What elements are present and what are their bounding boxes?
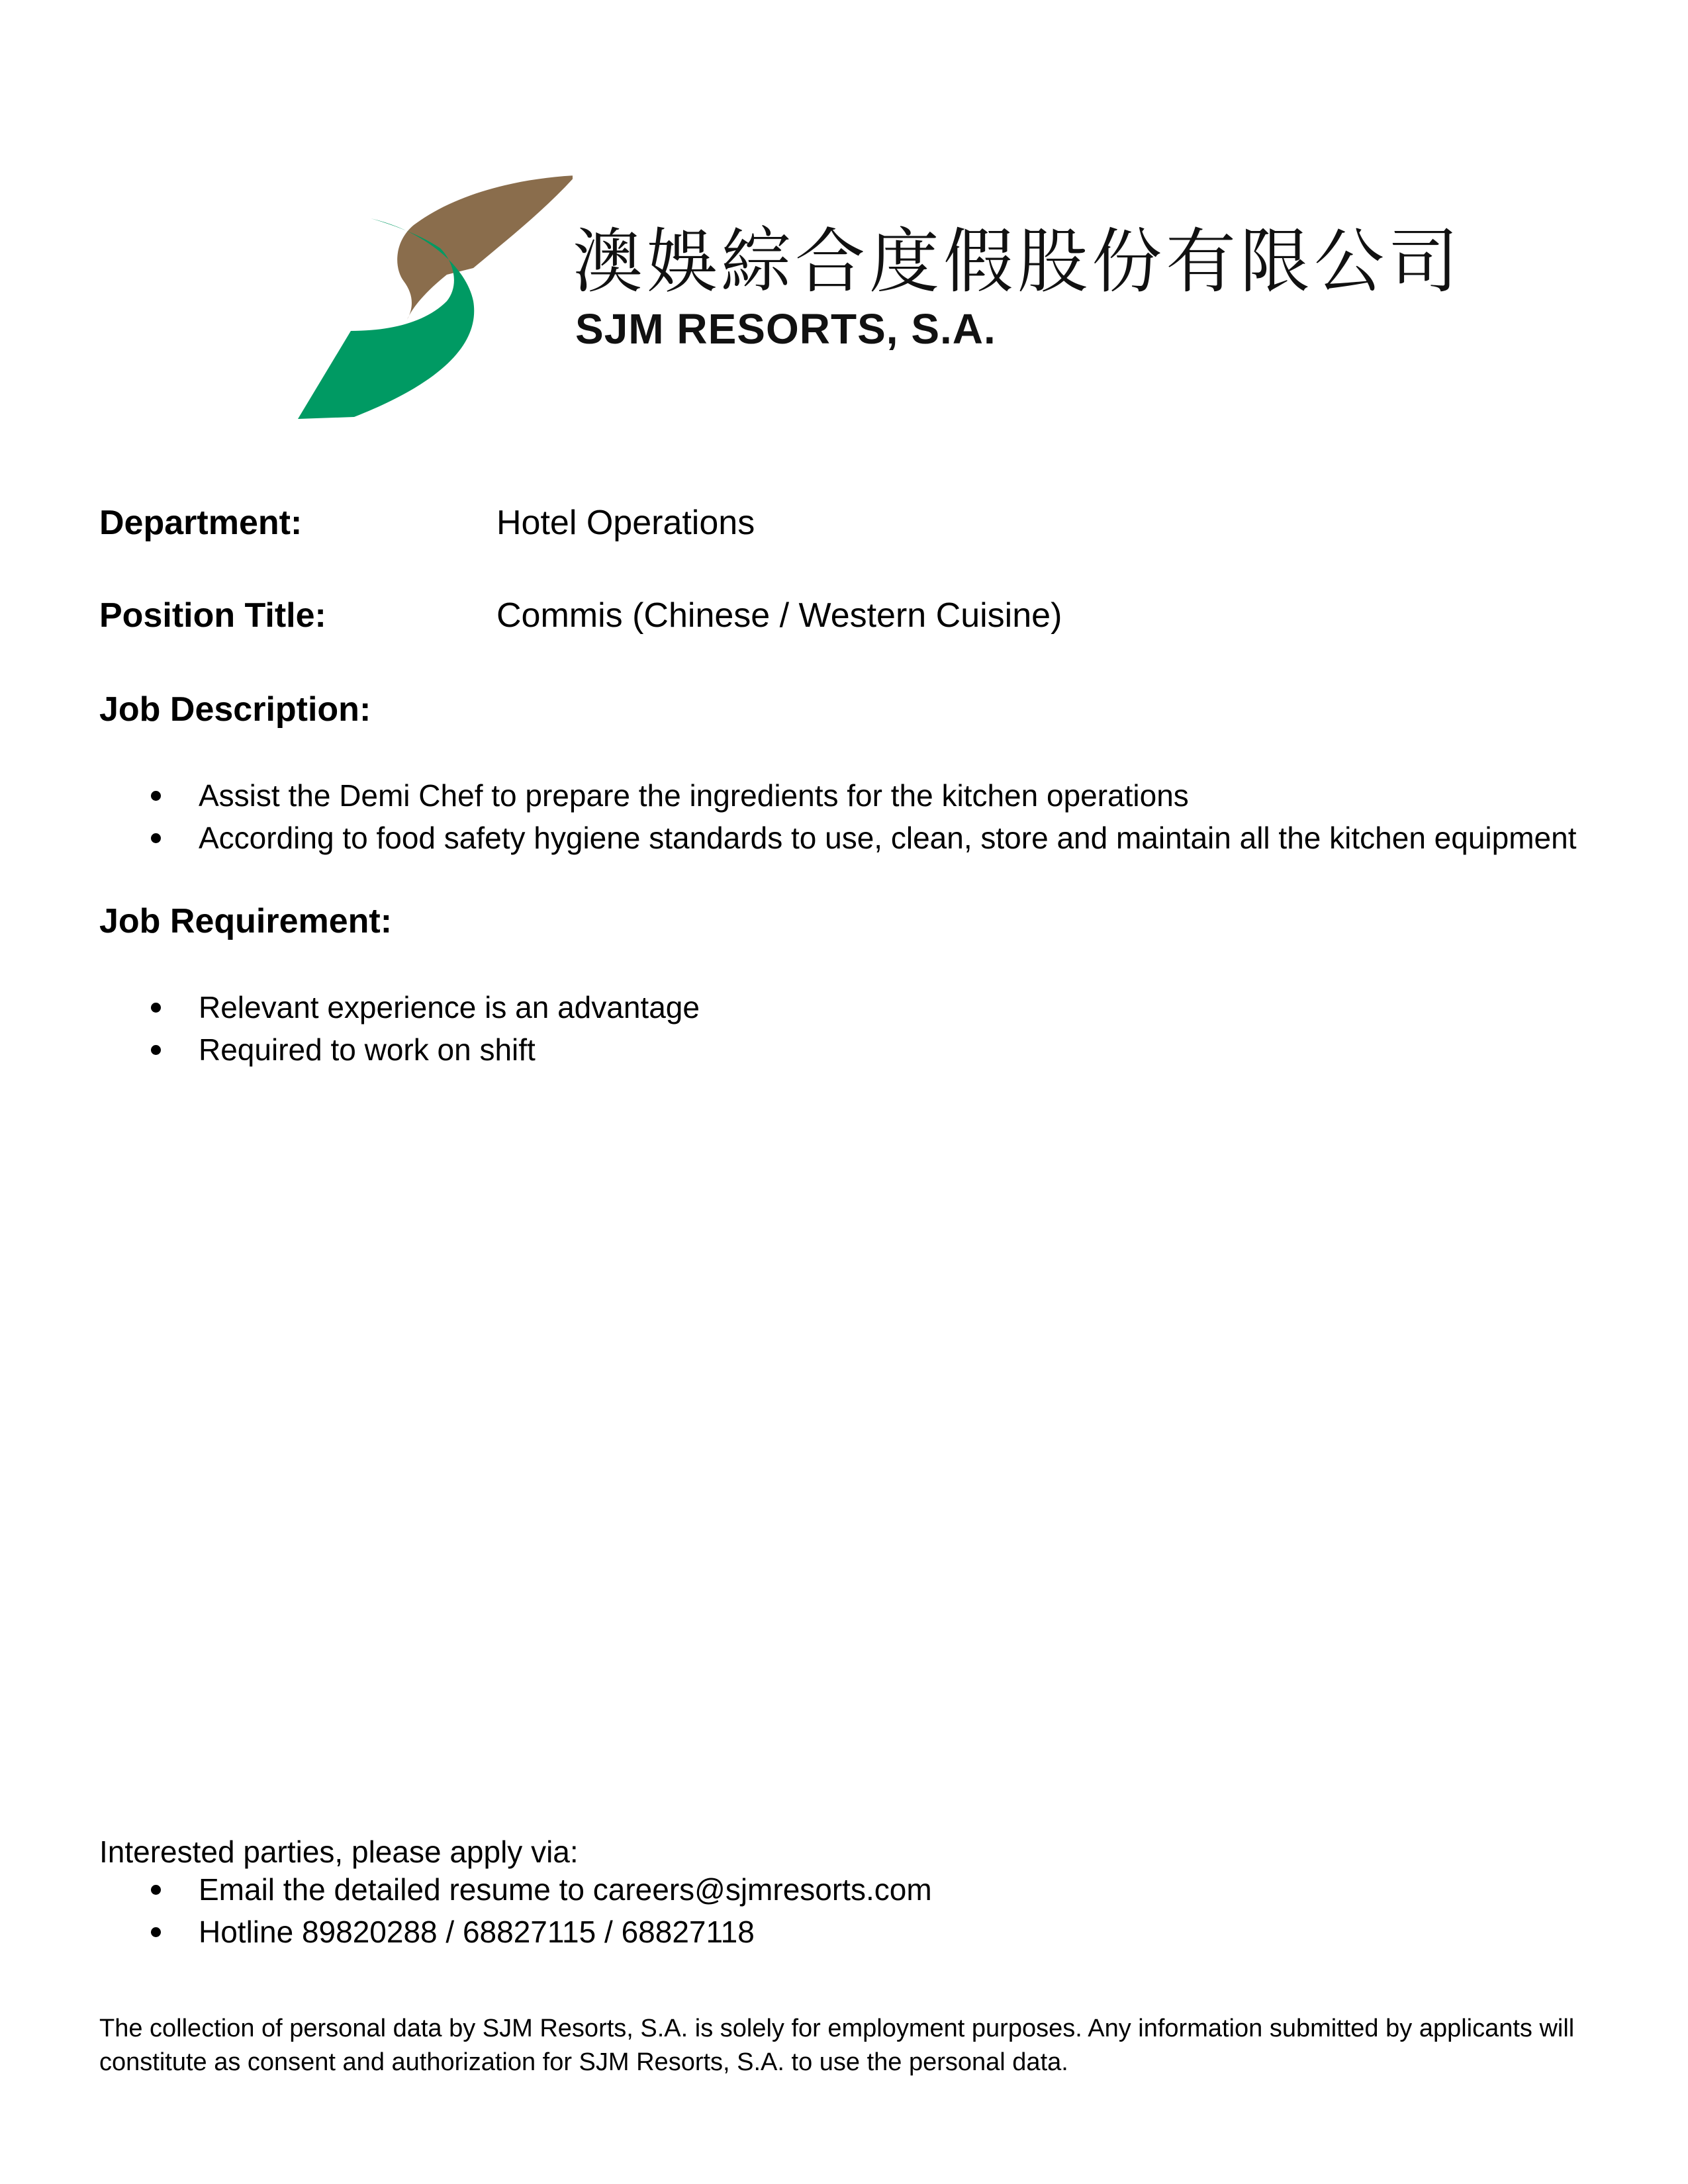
company-name-chinese: 澳娛綜合度假股份有限公司 xyxy=(573,221,1462,302)
department-label: Department: xyxy=(99,504,303,542)
company-logo xyxy=(295,169,1462,433)
list-item: Required to work on shift xyxy=(0,1028,700,1071)
list-item: Email the detailed resume to careers@sjmresorts.com xyxy=(0,1868,932,1911)
company-name-english: SJM RESORTS, S.A. xyxy=(575,305,996,353)
logo-brown-swoosh xyxy=(397,175,573,320)
job-requirement-heading: Job Requirement: xyxy=(99,902,393,940)
list-item: According to food safety hygiene standards to use, clean, store and maintain all the kitchen equipment xyxy=(0,817,1577,859)
privacy-disclaimer: The collection of personal data by SJM Resorts, S.A. is solely for employment purposes. Any information submitted by applicants will constitute as consent and authorization for SJM Resorts, S.A. to use the personal data. xyxy=(99,2015,1575,2076)
list-item: Hotline 89820288 / 68827115 / 68827118 xyxy=(0,1911,932,1953)
job-description-heading: Job Description: xyxy=(99,690,371,729)
apply-intro: Interested parties, please apply via: xyxy=(99,1835,579,1869)
position-title-value: Commis (Chinese / Western Cuisine) xyxy=(496,596,1062,635)
department-row xyxy=(99,506,755,540)
list-item: Relevant experience is an advantage xyxy=(0,986,700,1028)
sjm-swoosh-icon xyxy=(295,169,573,433)
apply-list xyxy=(0,1868,932,1953)
position-title-row xyxy=(99,598,1062,633)
department-value: Hotel Operations xyxy=(496,504,755,542)
job-requirement-list xyxy=(0,986,700,1071)
job-description-list xyxy=(0,774,1577,859)
list-item: Assist the Demi Chef to prepare the ingredients for the kitchen operations xyxy=(0,774,1577,817)
position-title-label: Position Title: xyxy=(99,596,326,635)
